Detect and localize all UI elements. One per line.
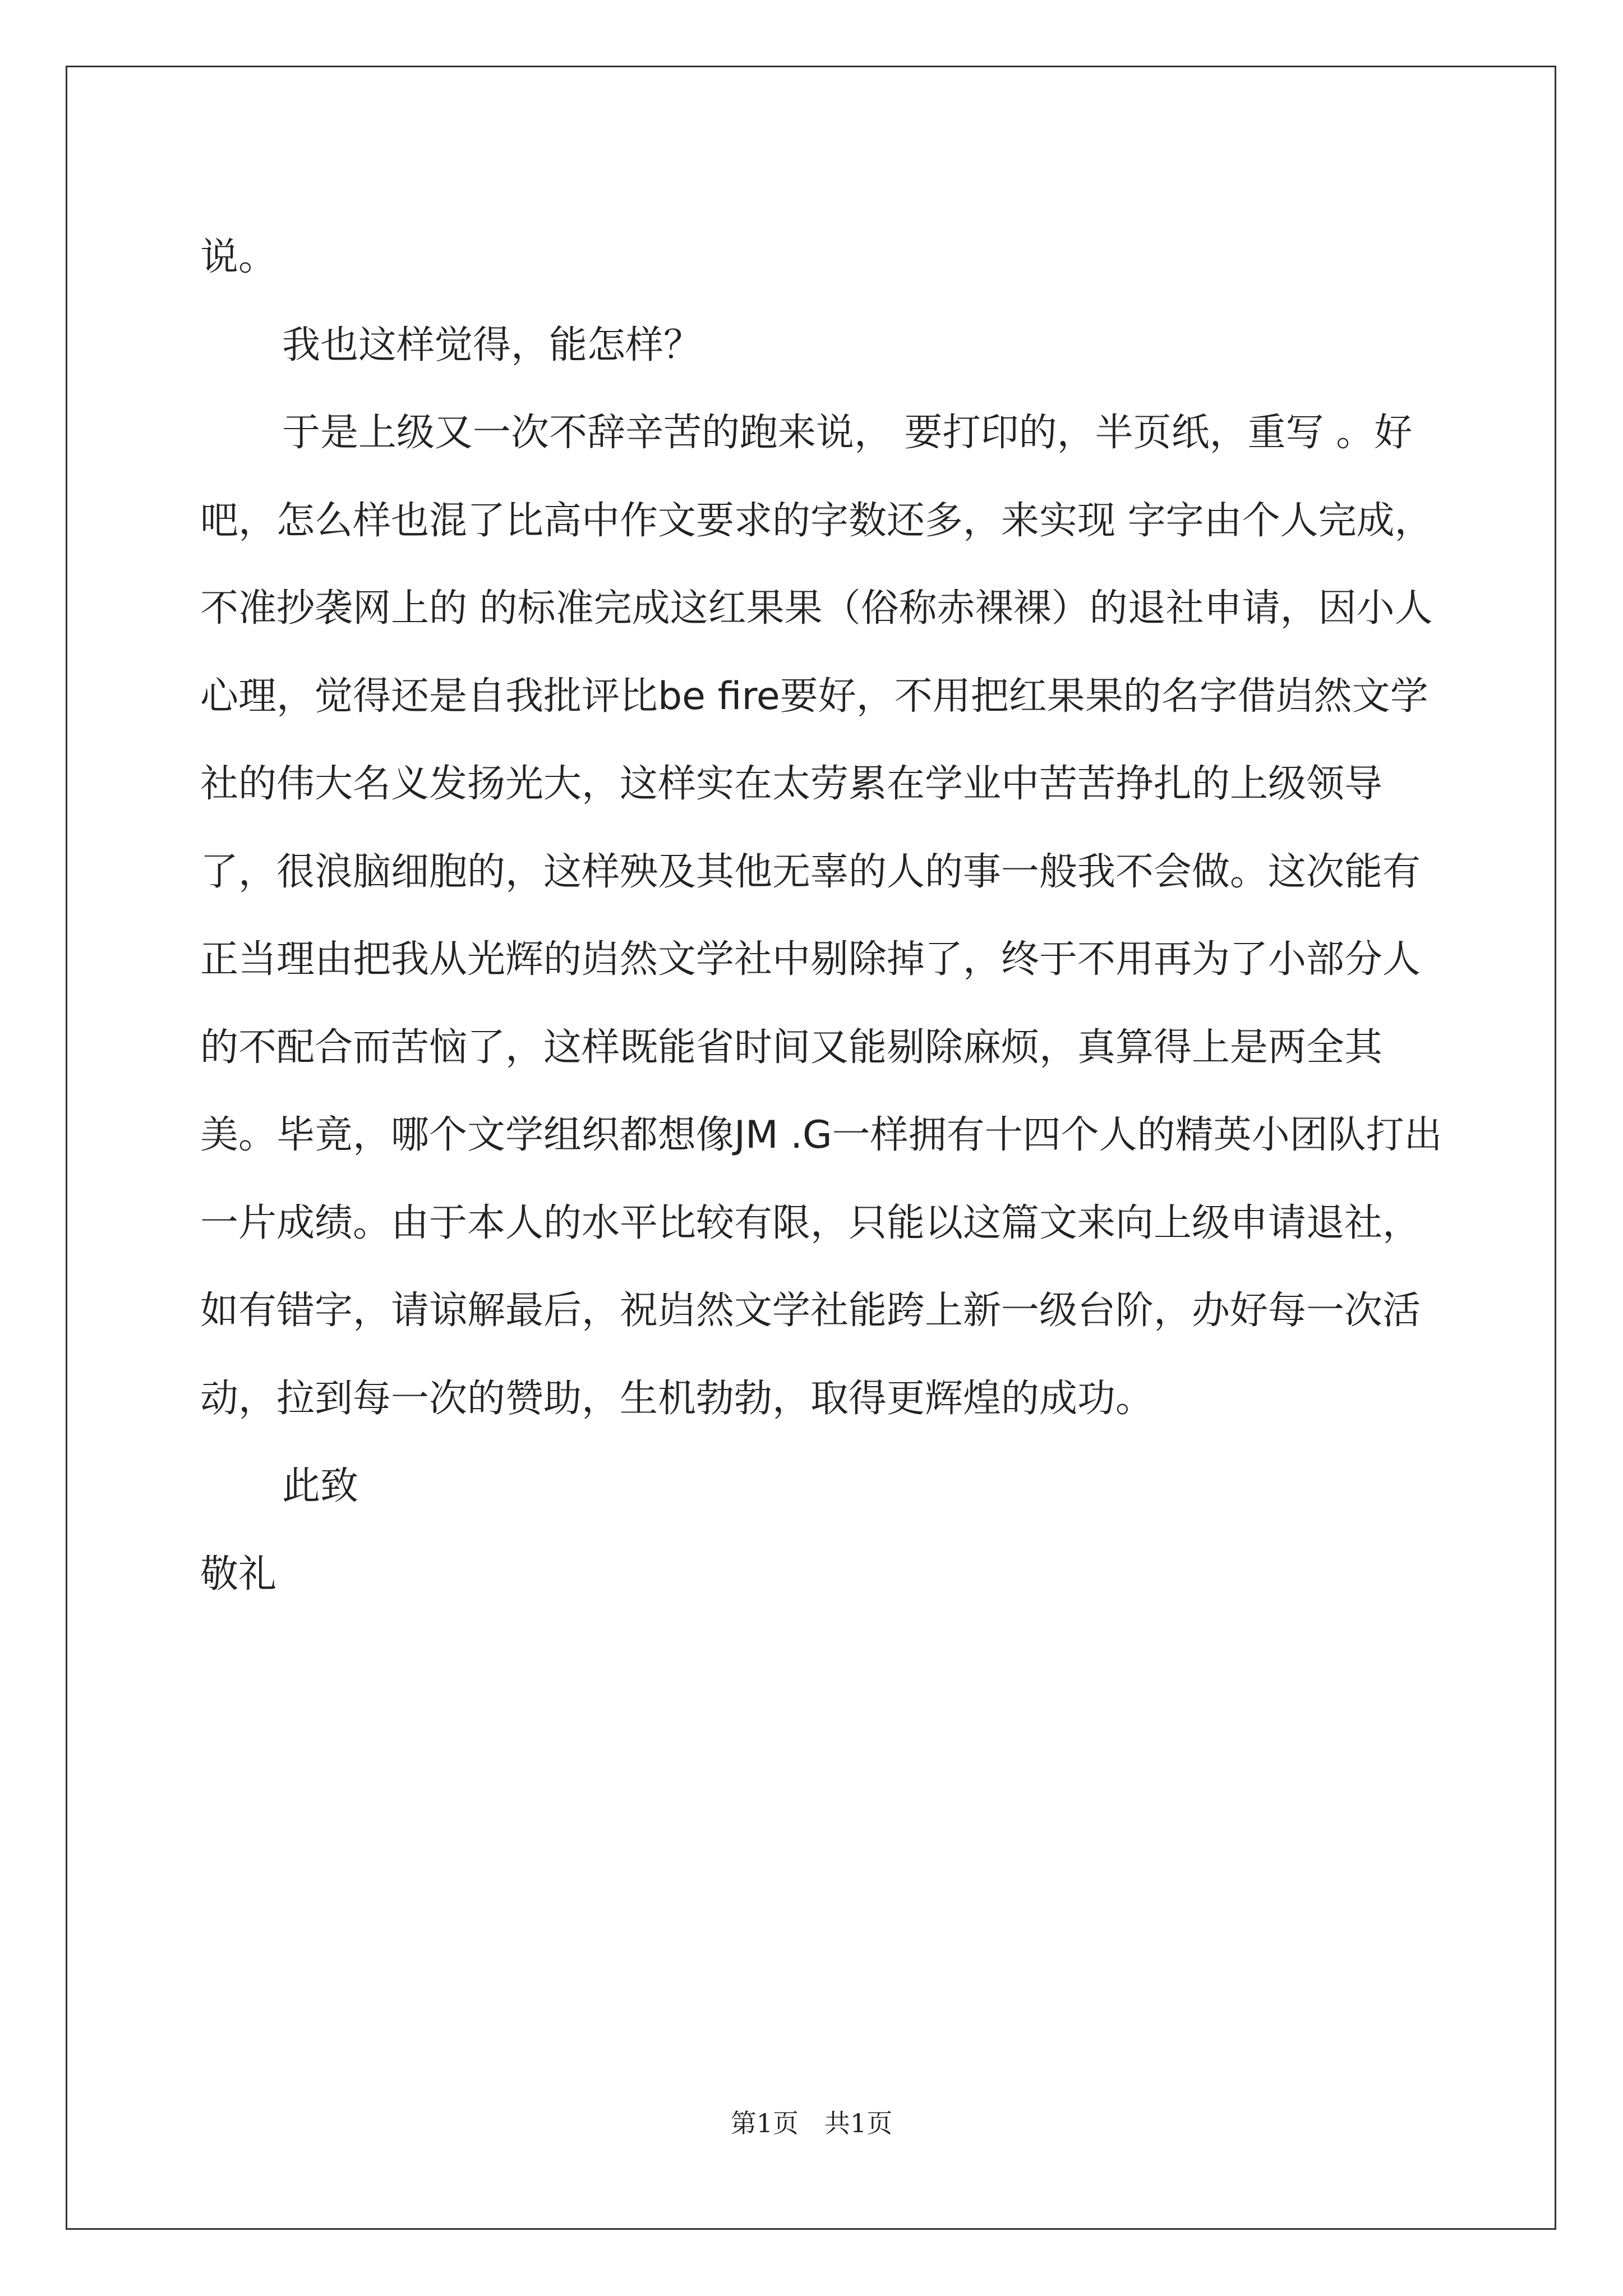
paragraph-3: 于是上级又一次不辞辛苦的跑来说， 要打印的，半页纸，重写 。好吧，怎么样也混了比高中作文要求的字数还多，来实现 字字由个人完成，不准抄袭网上的 的标准完成这红果果（俗称赤裸裸）的退社申请，因小人心理，觉得还是自我批评比be fire要好，不用把红果果的名字借岿然文学社的伟大名义发扬光大，这样实在太劳累在学业中苦苦挣扎的上级领导了，很浪脑细胞的，这样殃及其他无辜的人的事一般我不会做。这次能有正当理由把我从光辉的岿然文学社中剔除掉了，终于不用再为了小部分人的不配合而苦恼了，这样既能省时间又能剔除麻烦，真算得上是两全其美。毕竟，哪个文学组织都想像JM .G一样拥有十四个人的精英小团队打出一片成绩。由于本人的水平比较有限，只能以这篇文来向上级申请退社，如有错字，请谅解最后，祝岿然文学社能跨上新一级台阶，办好每一次活动，拉到每一次的赞助，生机勃勃，取得更辉煌的成功。 (200, 411, 1442, 1421)
closing-regards: 敬礼 (200, 1552, 277, 1596)
paragraph-2: 我也这样觉得，能怎样？ (282, 323, 702, 367)
closing-salutation: 此致 (282, 1464, 359, 1508)
document-body (200, 214, 1445, 1618)
paragraph-1: 说。 (200, 235, 277, 279)
page-number-footer: 第1页 共1页 (730, 2108, 893, 2138)
